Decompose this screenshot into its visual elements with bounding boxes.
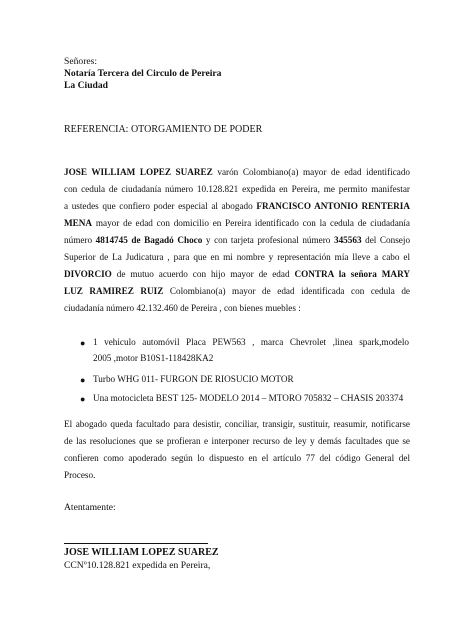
list-item-motorcycle: Una motocicleta BEST 125- MODELO 2014 – MTORO 705832 – CHASIS 203374 bbox=[93, 393, 404, 403]
paragraph-1-line-2: con cedula de ciudadanía número 10.128.821 expedida en Pereira, me permito manifestar bbox=[64, 184, 410, 194]
attorney-name: FRANCISCO ANTONIO RENTERIA bbox=[256, 201, 410, 211]
paragraph-1-line-4: MENA mayor de edad con domicilio en Pereira identificado con la cedula de ciudadanía bbox=[64, 218, 410, 228]
addressee-notary: Notaría Tercera del Circulo de Pereira bbox=[64, 68, 222, 79]
list-item-vehicle-line-2: 2005 ,motor B10S1-118428KA2 bbox=[93, 353, 214, 363]
closing: Atentamente: bbox=[64, 502, 116, 513]
paragraph-1-line-5: número 4814745 de Bagadó Choco y con tarjeta profesional número 345563 del Consejo bbox=[64, 235, 411, 245]
paragraph-1-line-3: a ustedes que confiero poder especial al abogado FRANCISCO ANTONIO RENTERIA bbox=[64, 201, 410, 211]
paragraph-1-line-1: JOSE WILLIAM LOPEZ SUAREZ varón Colombiano(a) mayor de edad identificado bbox=[64, 167, 411, 177]
respondent-name: LUZ RAMIREZ RUIZ bbox=[64, 286, 164, 296]
bullet-icon: ● bbox=[80, 338, 86, 348]
paragraph-2-line-1: El abogado queda facultado para desistir, conciliar, transigir, sustituir, reasumir, notificarse bbox=[64, 419, 410, 429]
bullet-icon: ● bbox=[80, 394, 86, 404]
salutation: Señores: bbox=[64, 56, 98, 67]
paragraph-1-line-7: DIVORCIO de mutuo acuerdo con hijo mayor de edad CONTRA la señora MARY bbox=[64, 269, 411, 279]
paragraph-2-line-3: confieren como apoderado según lo dispuesto en el artículo 77 del código General del bbox=[64, 453, 410, 463]
paragraph-1-line-9: ciudadanía número 42.132.460 de Pereira , con bienes muebles : bbox=[64, 303, 301, 313]
grantor-name: JOSE WILLIAM LOPEZ SUAREZ bbox=[64, 167, 213, 177]
signature-line bbox=[64, 543, 208, 544]
reference-line: REFERENCIA: OTORGAMIENTO DE PODER bbox=[64, 124, 263, 135]
paragraph-2-line-4: Proceso. bbox=[64, 470, 96, 480]
professional-card-number: 345563 bbox=[333, 235, 362, 245]
bullet-icon: ● bbox=[80, 375, 86, 385]
paragraph-1-line-8: LUZ RAMIREZ RUIZ Colombiano(a) mayor de edad identificada con cedula de bbox=[64, 286, 411, 296]
list-item-turbo: Turbo WHG 011- FURGON DE RIOSUCIO MOTOR bbox=[93, 374, 294, 384]
paragraph-2-line-2: de las resoluciones que se profieran e interponer recurso de ley y demás facultades que se bbox=[64, 436, 410, 446]
addressee-city: La Ciudad bbox=[64, 80, 108, 91]
attorney-id-number: 4814745 bbox=[95, 235, 128, 245]
list-item-vehicle-line-1: 1 vehiculo automóvil Placa PEW563 , marca Chevrolet ,linea spark,modelo bbox=[93, 337, 409, 347]
signatory-name: JOSE WILLIAM LOPEZ SUAREZ bbox=[64, 547, 219, 558]
paragraph-1-line-6: Superior de La Judicatura , para que en mi nombre y representación mía lleve a cabo el bbox=[64, 252, 410, 262]
signatory-id: CCNº10.128.821 expedida en Pereira, bbox=[64, 560, 211, 571]
